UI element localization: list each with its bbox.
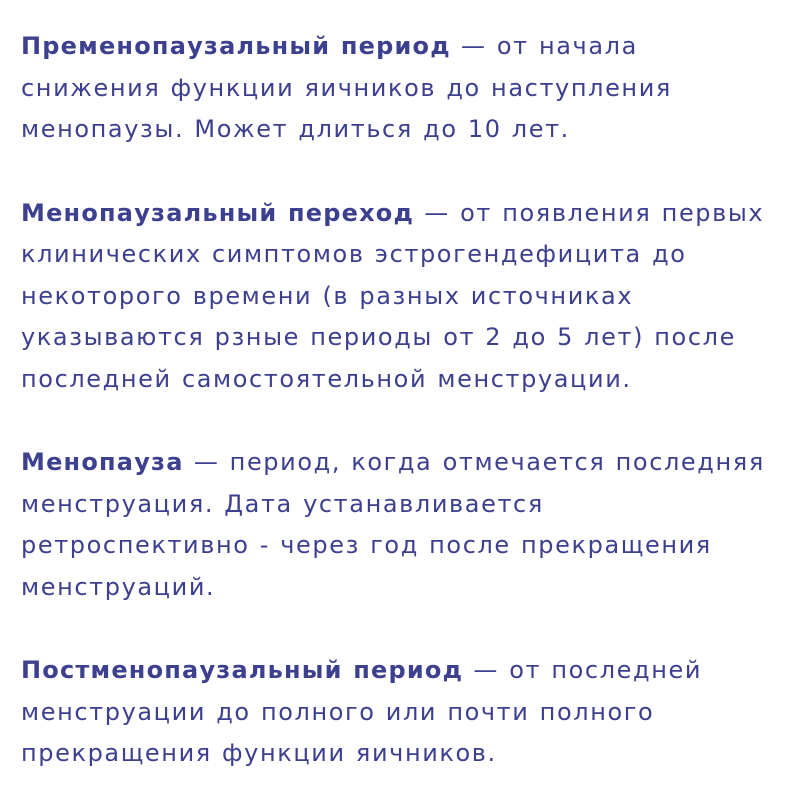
article-body [21,26,780,775]
term-menopause: Менопауза [21,448,184,476]
definition-menopause [21,442,780,608]
definition-menopausal-transition [21,193,780,401]
term-premenopause: Пременопаузальный период [21,32,451,60]
description-menopause: — период, когда отмечается последняя менструация. Дата устанавливается ретроспективно - через год после прекращения менструаций. [21,448,765,601]
definition-postmenopause [21,650,780,775]
term-menopausal-transition: Менопаузальный переход [21,198,415,227]
description-premenopause: — от начала снижения функции яичников до наступления менопаузы. Может длиться до 10 лет. [21,32,672,143]
definition-premenopause [21,26,780,151]
description-postmenopause: — от последней менструации до полного или почти полного прекращения функции яичников. [21,656,703,767]
term-postmenopause: Постменопаузальный период [21,656,464,684]
description-menopausal-transition: — от появления первых клинических симптомов эстрогендефицита до некоторого времени (в разных источниках указываются рзные периоды от 2 до 5 лет) после последней самостоятельной менструации. [21,198,765,393]
